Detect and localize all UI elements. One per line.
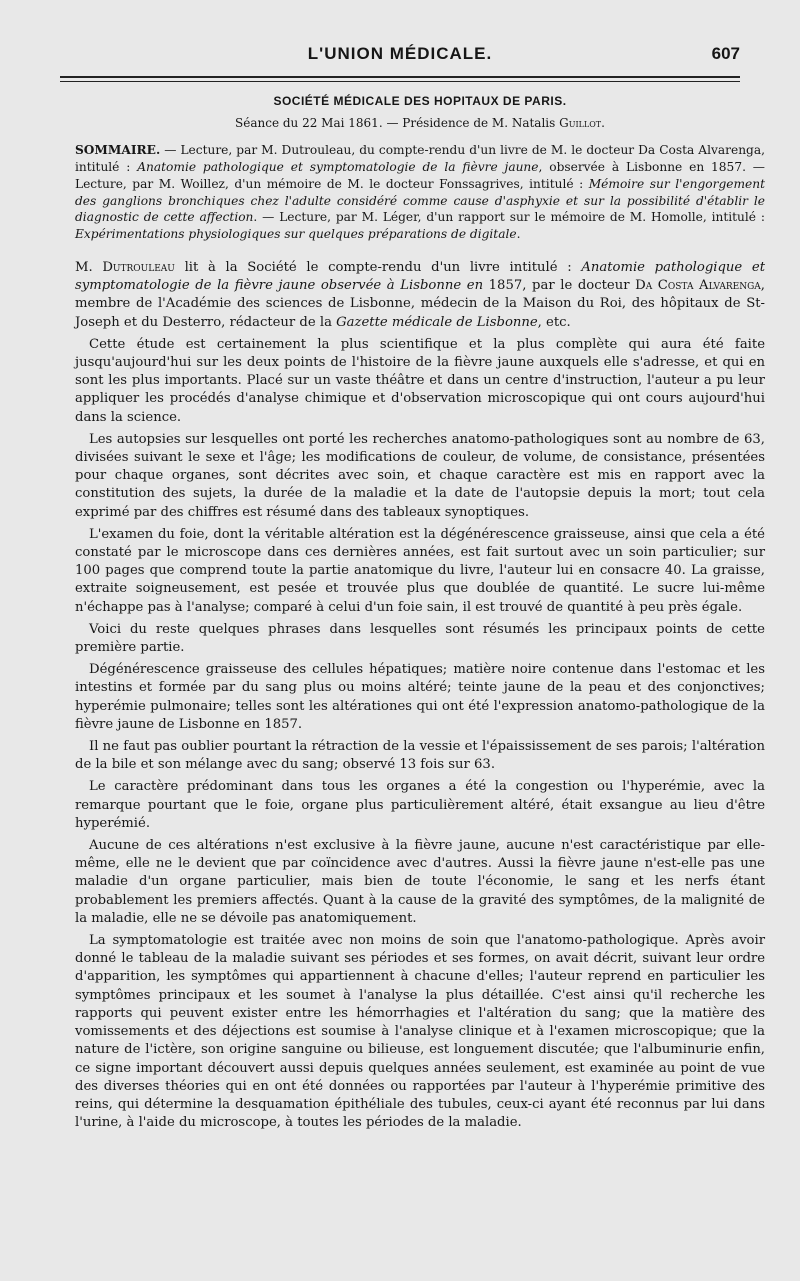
session-line: Séance du 22 Mai 1861. — Présidence de M. Natalis Guillot. — [235, 115, 605, 130]
paragraph: M. Dutrouleau lit à la Société le compte-rendu d'un livre intitulé : Anatomie pathologique et symptomatologie de la fièvre jaune observée à Lisbonne en 1857, par le docteur Da Costa Alvarenga, membre de l'Académie des sciences de Lisbonne, médecin de la Maison du Roi, des hôpitaux de St-Joseph et du Desterro, rédacteur de la Gazette médicale de Lisbonne, etc. — [75, 259, 766, 330]
paragraph: Les autopsies sur lesquelles ont porté les recherches anatomo-pathologiques sont au nombre de 63, divisées suivant le sexe et l'âge; les modifications de couleur, de volume, de consistance, présentées pour chaque organes, sont décrites avec soin, et chaque caractère est mis en rapport avec la constitution des sujets, la durée de la maladie et la date de l'autopsie depuis la mort; tout cela exprimé par des chiffres est résumé dans des tableaux synoptiques. — [75, 431, 765, 520]
paragraph: La symptomatologie est traitée avec non moins de soin que l'anatomo-pathologique. Après avoir donné le tableau de la maladie suivant ses périodes et ses formes, on avait décrit, suivant leur ordre d'apparition, les symptômes qui appartiennent à chacune d'elles; l'auteur reprend en particulier les symptômes principaux et les soumet à l'analyse la plus détaillée. C'est ainsi qu'il recherche les rapports qui peuvent exister entre les hémorrhagies et l'altération du sang; que la matière des vomissements et des déjections est soumise à l'analyse clinique et à l'examen microscopique; que la nature de l'ictère, son origine sanguine ou bilieuse, est longuement discutée; que l'albuminurie enfin, ce signe important découvert aussi depuis quelques années seulement, est examinée au point de vue des diverses théories qui en ont été données ou rapportées par l'auteur à l'hyperémie primitive des reins, qui détermine la desquamation épithéliale des tubules, ceux-ci ayant été reconnus par lui dans l'urine, à l'aide du microscope, à toutes les périodes de la maladie. — [75, 933, 765, 1131]
paragraph: Aucune de ces altérations n'est exclusive à la fièvre jaune, aucune n'est caractéristique par elle-même, elle ne le devient que par coïncidence avec d'autres. Aussi la fièvre jaune n'est-elle pas une maladie d'un organe particulier, mais bien de toute l'économie, le sang et les nerfs étant probablement les premiers affectés. Quant à la cause de la gravité des symptômes, de la malignité de la maladie, elle ne se dévoile pas anatomiquement. — [75, 838, 765, 926]
summary: SOMMAIRE. — Lecture, par M. Dutrouleau, du compte-rendu d'un livre de M. le docteur Da Costa Alvarenga, intitulé : Anatomie pathologique et symptomatologie de la fièvre jaune, observée à Lisbonne en 1857. — Lecture, par M. Woillez, d'un mémoire de M. le docteur Fonssagrives, intitulé : Mémoire sur l'engorgement des ganglions bronchiques chez l'adulte considéré comme cause d'asphyxie et sur la possibilité d'établir le diagnostic de cette affection. — Lecture, par M. Léger, d'un rapport sur le mémoire de M. Homolle, intitulé : Expérimentations physiologiques sur quelques préparations de digitale. — [75, 143, 765, 242]
header-rule — [60, 76, 740, 78]
page-number: 607 — [711, 44, 740, 63]
summary-label: SOMMAIRE. — [75, 143, 161, 158]
paragraph: Dégénérescence graisseuse des cellules hépatiques; matière noire contenue dans l'estomac et les intestins et formée par du sang plus ou moins altéré; teinte jaune de la peau et des conjonctives; hyperémie pulmonaire; telles sont les altérationes qui ont été l'expression anatomo-pathologique de la fièvre jaune de Lisbonne en 1857. — [75, 662, 765, 732]
book-title: Anatomie pathologique et symptomatologie de la fièvre jaune — [137, 159, 539, 174]
memoir-title: Mémoire sur l'engorgement des ganglions bronchiques chez l'adulte considéré comme cause d'asphyxie et sur la possibilité d'établir le diagnostic de cette affection — [75, 176, 765, 225]
speaker-name: M. Dutrouleau — [75, 259, 175, 275]
running-head — [60, 40, 740, 70]
report-title: Expérimentations physiologiques sur quelques préparations de digitale — [75, 227, 517, 242]
header-rule-thin — [60, 81, 740, 82]
paragraph: Cette étude est certainement la plus scientifique et la plus complète qui aura été faite jusqu'aujourd'hui sur les deux points de l'histoire de la fièvre jaune auxquels elle s'adresse, et qui en sont les plus importants. Placé sur un vaste théâtre et dans un centre d'instruction, l'auteur a pu leur appliquer les procédés d'analyse chimique et d'observation microscopique qui ont cours aujourd'hui dans la science. — [75, 336, 765, 425]
author-name: Da Costa Alvarenga — [635, 278, 761, 294]
journal-title: L'UNION MÉDICALE. — [307, 44, 493, 63]
paragraph: Il ne faut pas oublier pourtant la rétraction de la vessie et l'épaississement de ses parois; l'altération de la bile et son mélange avec du sang; observé 13 fois sur 63. — [75, 739, 765, 773]
president-name: Guillot — [559, 115, 602, 130]
paragraph: Voici du reste quelques phrases dans lesquelles sont résumés les principaux points de cette première partie. — [75, 621, 765, 656]
article-body — [75, 259, 765, 1132]
society-title: SOCIÉTÉ MÉDICALE DES HOPITAUX DE PARIS. — [273, 94, 567, 108]
article-content — [75, 93, 765, 1136]
paragraph: Le caractère prédominant dans tous les organes a été la congestion ou l'hyperémie, avec la remarque pourtant que le foie, organe plus particulièrement altéré, était exsangue au lieu d'être hyperémié. — [75, 779, 765, 831]
paragraph: L'examen du foie, dont la véritable altération est la dégénérescence graisseuse, ainsi que cela a été constaté par le microscope dans ces dernières années, est fait surtout avec un soin particulier; sur 100 pages que comprend toute la partie anatomique du livre, l'auteur lui en consacre 40. La graisse, extraite soigneusement, est pesée et trouvée plus que doublée de quantité. Le sucre lui-même n'échappe pas à l'analyse; comparé à celui d'un foie sain, il est trouvé de quantité à peu près égale. — [75, 526, 765, 615]
